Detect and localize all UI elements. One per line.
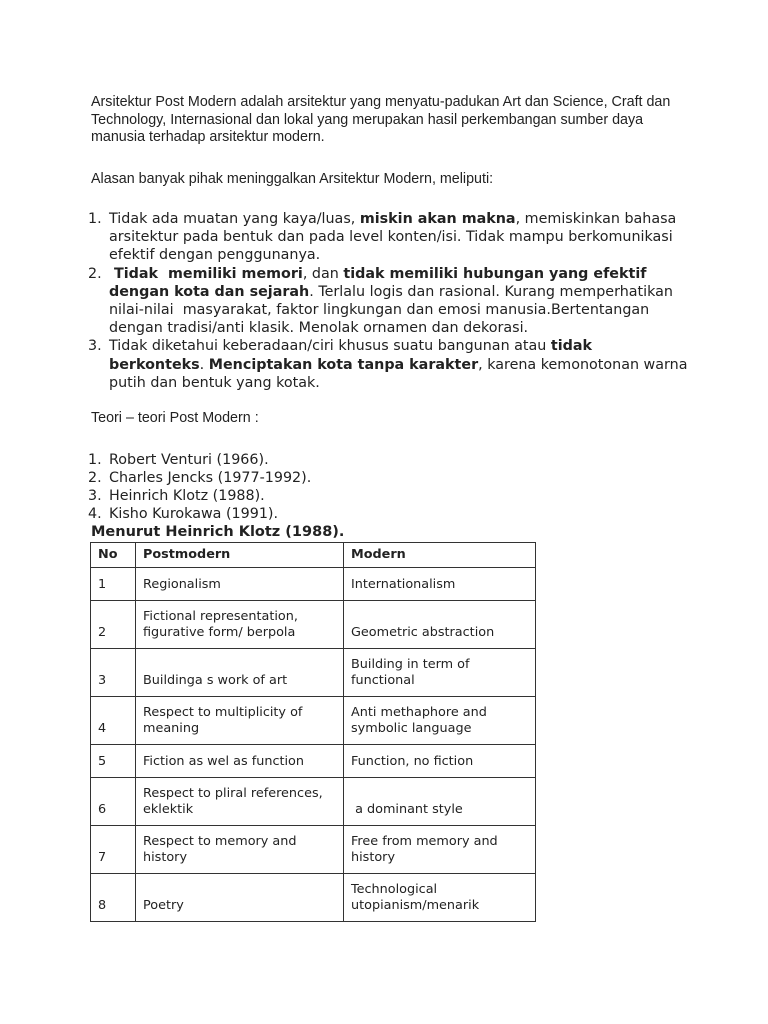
theory-item [88,469,311,487]
reason-segment-bold: tidak berkonteks [109,338,593,373]
table-row [91,697,536,745]
reason-number: 1. [88,211,102,227]
theory-item [88,451,311,469]
header-modern: Modern [344,543,536,568]
cell-modern: Free from memory and history [344,826,536,874]
reason-segment: Tidak diketahui keberadaan/ciri khusus suatu bangunan atau [109,338,551,355]
intro-paragraph: Arsitektur Post Modern adalah arsitektur yang menyatu-padukan Art dan Science, Craft dan Technology, Internasional dan lokal yang merupakan hasil perkembangan sumber daya manusia terhadap arsitektur modern. [91,94,671,145]
table-row [91,649,536,697]
table-header-row [91,543,536,568]
cell-modern: Building in term of functional [344,649,536,697]
cell-postmodern: Respect to multiplicity of meaning [136,697,344,745]
table-row [91,778,536,826]
cell-postmodern: Poetry [136,874,344,922]
theory-item [88,505,311,523]
cell-no: 1 [91,568,136,601]
theory-text: Charles Jencks (1977-1992). [109,470,312,486]
reason-item [88,337,688,392]
cell-postmodern: Fiction as wel as function [136,745,344,778]
theory-number: 1. [88,452,102,468]
reason-segment: , memiskinkan bahasa arsitektur pada bentuk dan pada level konten/isi. Tidak mampu berkomunikasi efektif dengan penggunanya. [109,211,677,264]
reason-text [109,211,676,263]
cell-no: 2 [91,601,136,649]
reason-segment-bold: tidak memiliki hubungan yang efektif dengan kota dan sejarah [109,265,657,300]
reason-item [88,210,688,265]
cell-no: 4 [91,697,136,745]
cell-modern: Geometric abstraction [344,601,536,649]
theory-text: Kisho Kurokawa (1991). [109,506,279,522]
reason-segment: Tidak ada muatan yang kaya/luas, [109,211,360,227]
theory-text: Heinrich Klotz (1988). [109,488,265,504]
cell-modern: Anti methaphore and symbolic language [344,697,536,745]
theory-text: Robert Venturi (1966). [109,452,269,468]
cell-postmodern: Fictional representation, figurative form/ berpola [136,601,344,649]
reason-segment: , dan [302,265,344,282]
table-row [91,601,536,649]
cell-no: 8 [91,874,136,922]
reason-item [88,265,688,338]
reason-text [109,266,678,337]
table-row [91,745,536,778]
theory-item [88,487,311,505]
comparison-table [90,542,536,922]
theory-number: 4. [88,506,102,522]
theories-list [88,451,311,523]
reason-number: 2. [88,265,102,282]
reason-text [109,338,687,390]
reason-segment: , karena kemonotonan warna putih dan bentuk yang kotak. [109,356,688,391]
reason-segment-bold: Menciptakan kota tanpa karakter [208,356,479,373]
cell-modern: a dominant style [344,778,536,826]
cell-postmodern: Respect to memory and history [136,826,344,874]
cell-no: 5 [91,745,136,778]
reasons-list [88,210,688,392]
cell-modern: Internationalism [344,568,536,601]
cell-no: 6 [91,778,136,826]
theory-heading: Teori – teori Post Modern : [91,410,259,426]
table-row [91,568,536,601]
reasons-heading: Alasan banyak pihak meninggalkan Arsitektur Modern, meliputi: [91,171,494,187]
reason-segment-bold: Tidak memiliki memori [109,265,303,282]
reason-segment: . [199,356,209,373]
theory-number: 2. [88,470,102,486]
cell-postmodern: Regionalism [136,568,344,601]
cell-postmodern: Respect to pliral references, eklektik [136,778,344,826]
cell-postmodern: Buildinga s work of art [136,649,344,697]
header-postmodern: Postmodern [136,543,344,568]
cell-no: 7 [91,826,136,874]
reason-segment-bold: miskin akan makna [359,211,516,227]
reason-number: 3. [88,338,102,355]
table-row [91,826,536,874]
theory-number: 3. [88,488,102,504]
cell-modern: Function, no fiction [344,745,536,778]
table-row [91,874,536,922]
cell-no: 3 [91,649,136,697]
cell-modern: Technological utopianism/menarik [344,874,536,922]
header-no: No [91,543,136,568]
reason-segment: . Terlalu logis dan rasional. Kurang memperhatikan nilai-nilai masyarakat, faktor lingkungan dan emosi manusia.Bertentangan dengan tradisi/anti klasik. Menolak ornamen dan dekorasi. [109,283,678,337]
klotz-heading: Menurut Heinrich Klotz (1988). [91,524,345,540]
